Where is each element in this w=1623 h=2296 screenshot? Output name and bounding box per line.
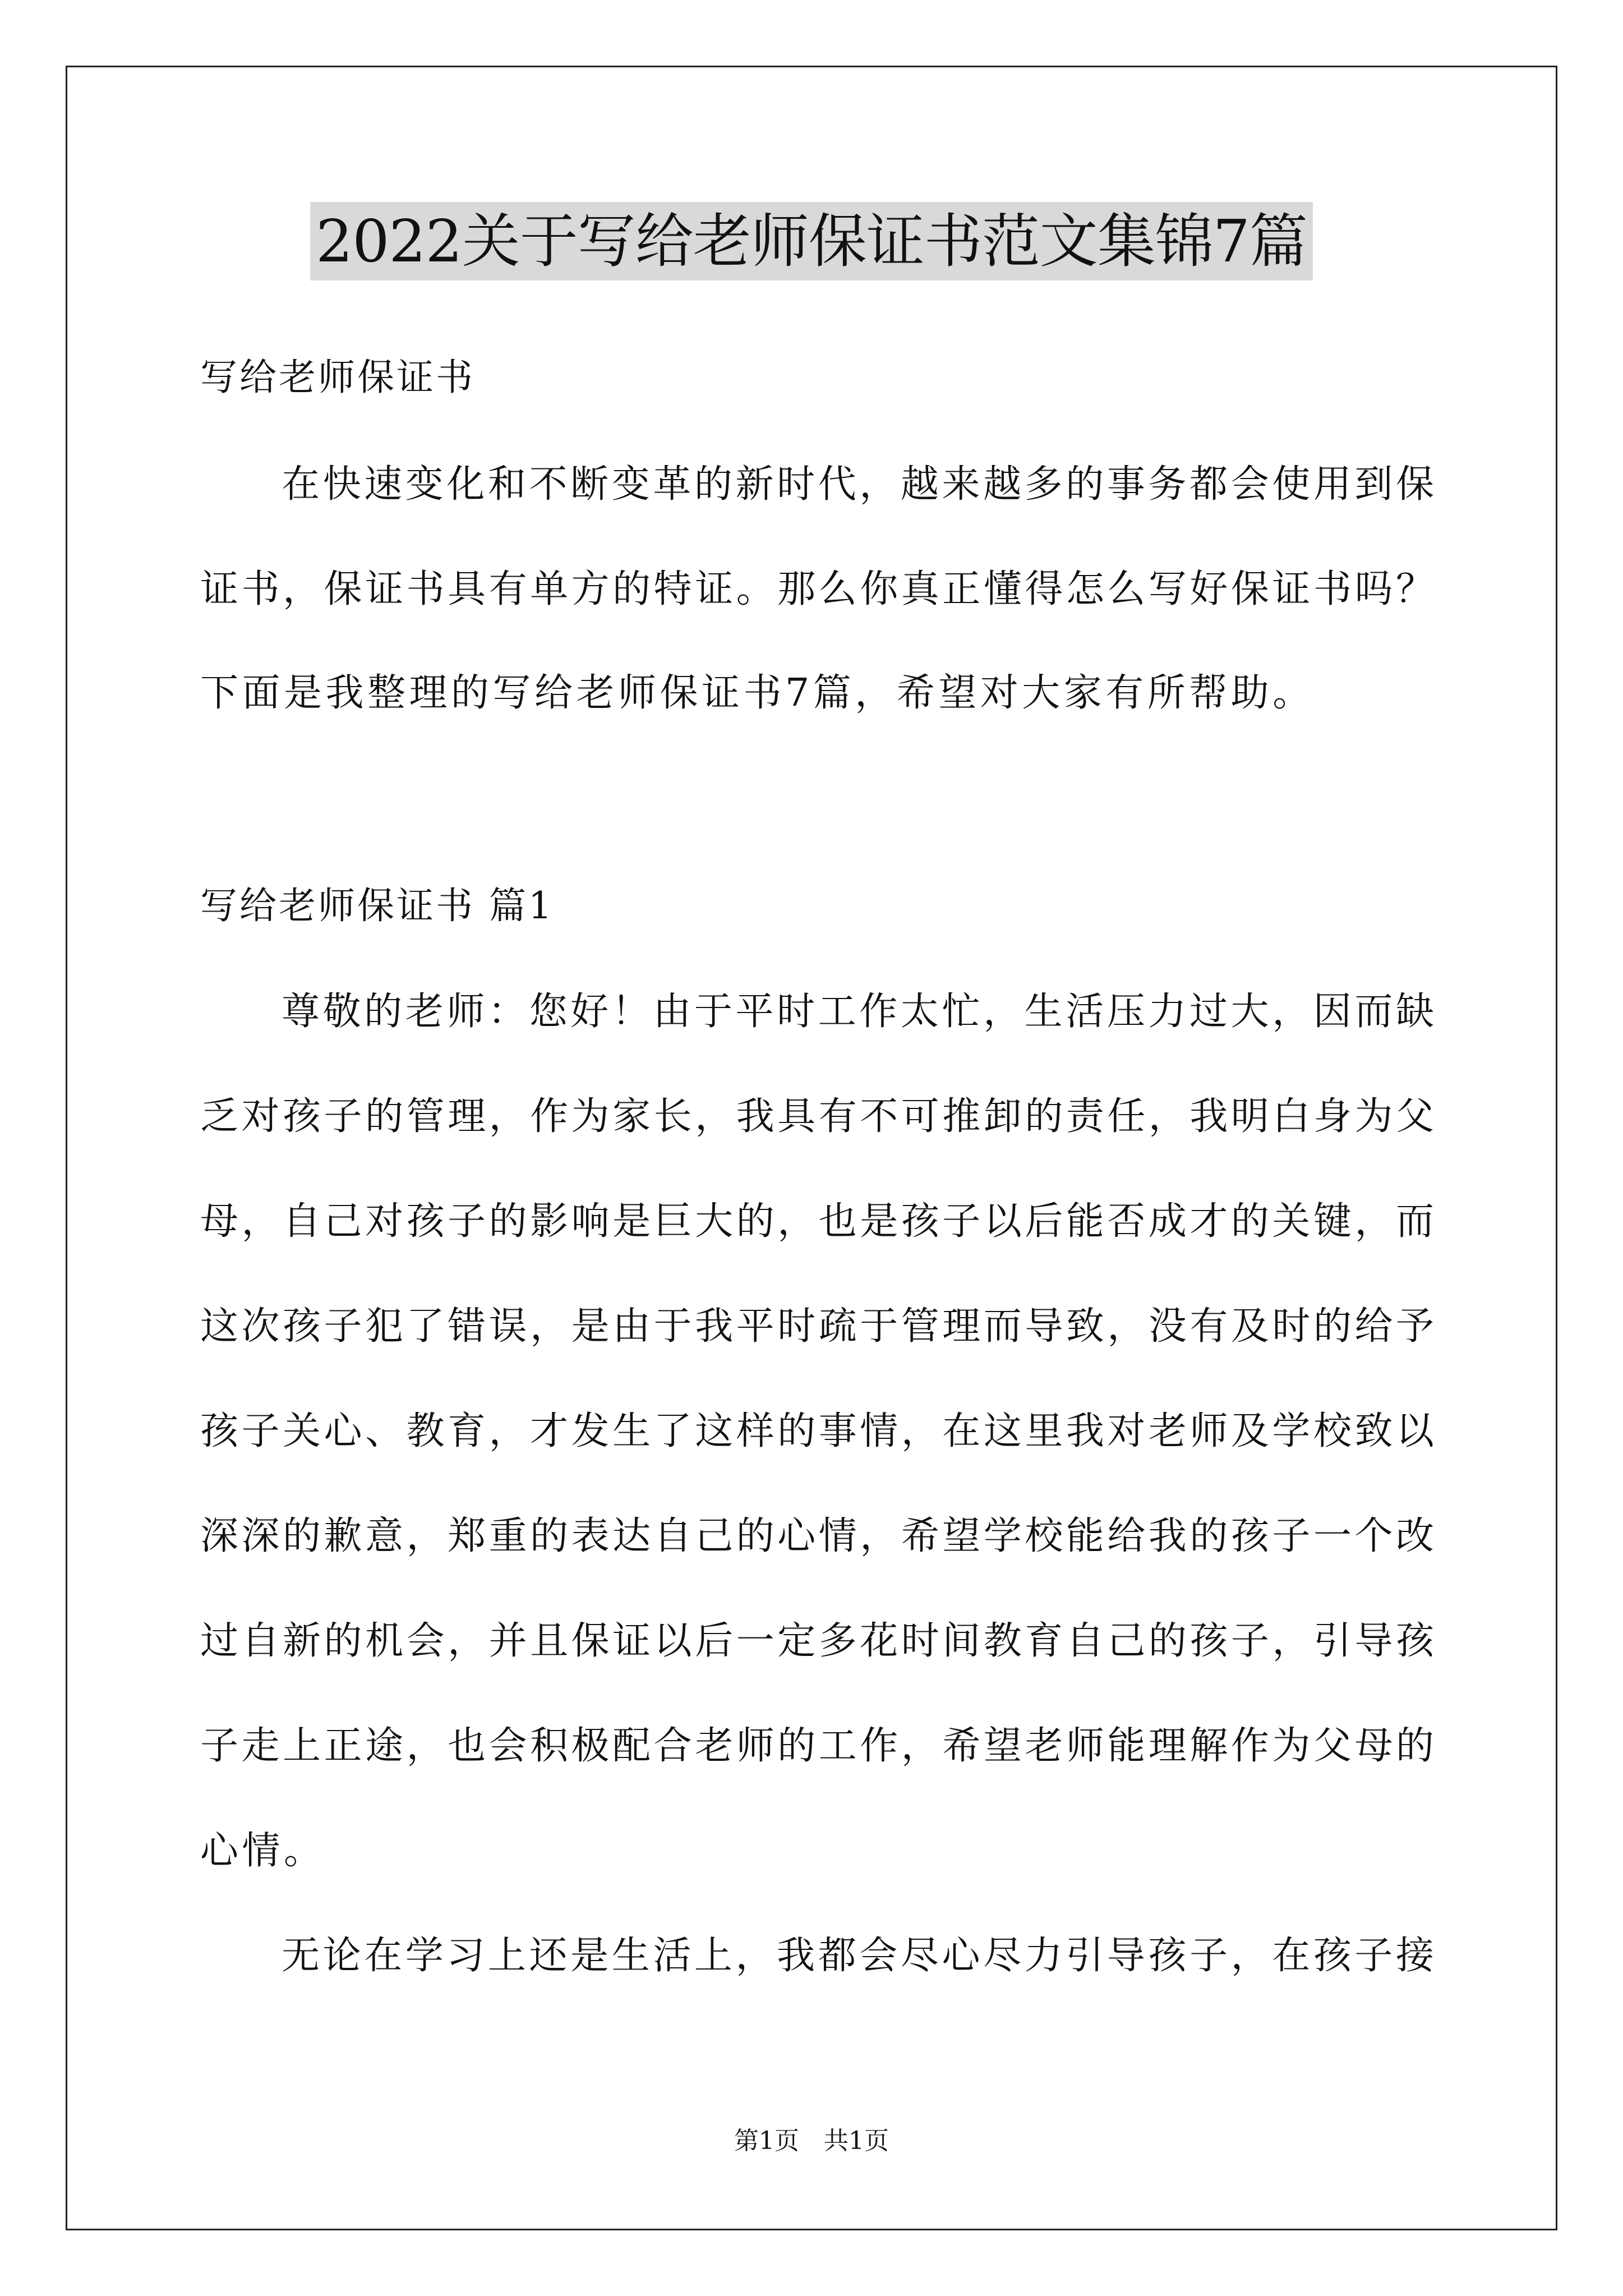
paragraph-line: 乏对孩子的管理，作为家长，我具有不可推卸的责任，我明白身为父 (200, 1094, 1434, 1139)
paragraph-line: 子走上正途，也会积极配合老师的工作，希望老师能理解作为父母的 (200, 1724, 1434, 1768)
document-title-text: 2022关于写给老师保证书范文集锦7篇 (310, 202, 1313, 280)
intro-line: 下面是我整理的写给老师保证书7篇，希望对大家有所帮助。 (200, 671, 1315, 715)
intro-line: 证书，保证书具有单方的特证。那么你真正懂得怎么写好保证书吗？ (200, 567, 1434, 611)
paragraph-line: 孩子关心、教育，才发生了这样的事情，在这里我对老师及学校致以 (200, 1409, 1434, 1453)
page-footer: 第1页 共1页 (734, 2127, 889, 2155)
section-heading: 写给老师保证书 (200, 356, 475, 399)
paragraph-line: 尊敬的老师：您好！由于平时工作太忙，生活压力过大，因而缺 (282, 990, 1434, 1034)
paragraph-line: 心情。 (200, 1829, 326, 1873)
paragraph-line: 母，自己对孩子的影响是巨大的，也是孩子以后能否成才的关键，而 (200, 1199, 1434, 1244)
paragraph-line: 这次孩子犯了错误，是由于我平时疏于管理而导致，没有及时的给予 (200, 1304, 1434, 1349)
paragraph-line: 深深的歉意，郑重的表达自己的心情，希望学校能给我的孩子一个改 (200, 1514, 1434, 1558)
part1-heading: 写给老师保证书 篇1 (200, 884, 554, 927)
document-title (0, 202, 1623, 280)
intro-line: 在快速变化和不断变革的新时代，越来越多的事务都会使用到保 (282, 462, 1434, 507)
paragraph-line: 无论在学习上还是生活上，我都会尽心尽力引导孩子，在孩子接 (282, 1934, 1434, 1978)
paragraph-line: 过自新的机会，并且保证以后一定多花时间教育自己的孩子，引导孩 (200, 1619, 1434, 1663)
